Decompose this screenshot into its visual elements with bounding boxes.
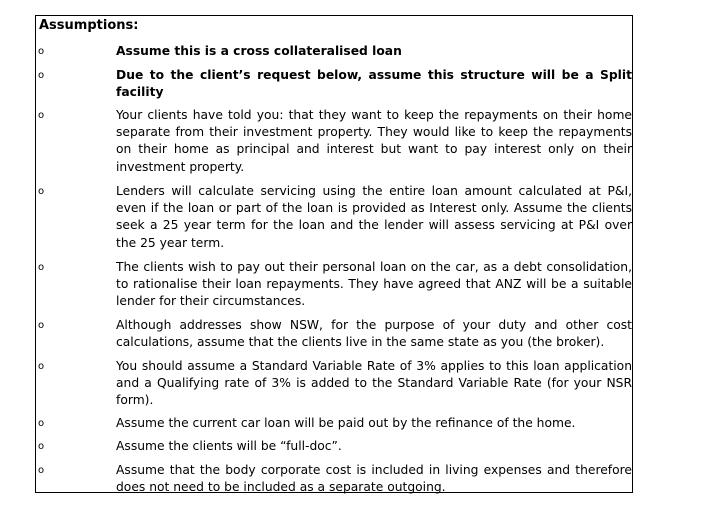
assumption-item: Assume this is a cross collateralised loan xyxy=(116,44,402,58)
assumptions-box xyxy=(35,15,633,493)
bullet-icon: o xyxy=(38,186,45,197)
assumption-item: Assume that the body corporate cost is included in living expenses and therefore does not need to be included as a separate outgoing. xyxy=(116,463,632,495)
bullet-icon: o xyxy=(38,262,45,273)
bullet-icon: o xyxy=(38,110,45,121)
bullet-icon: o xyxy=(38,46,45,57)
bullet-icon: o xyxy=(38,361,45,372)
assumption-item: You should assume a Standard Variable Rate of 3% applies to this loan application and a Qualifying rate of 3% is added to the Standard Variable Rate (for your NSR form). xyxy=(116,359,632,408)
bullet-icon: o xyxy=(38,441,45,452)
assumption-item: Lenders will calculate servicing using the entire loan amount calculated at P&I, even if the loan or part of the loan is provided as Interest only. Assume the clients seek a 25 year term for the loan and the lender will assess servicing at P&I over the 25 year term. xyxy=(116,184,632,250)
bullet-icon: o xyxy=(38,70,45,81)
assumption-item: Although addresses show NSW, for the purpose of your duty and other cost calculations, assume that the clients live in the same state as you (the broker). xyxy=(116,318,632,350)
assumption-item: Assume the clients will be “full-doc”. xyxy=(116,439,342,453)
assumption-item: The clients wish to pay out their personal loan on the car, as a debt consolidation, to rationalise their loan repayments. They have agreed that ANZ will be a suitable lender for their circumstances. xyxy=(116,260,632,309)
assumption-item: Due to the client’s request below, assume this structure will be a Split facility xyxy=(116,68,632,100)
assumption-item: Assume the current car loan will be paid out by the refinance of the home. xyxy=(116,416,576,430)
assumption-item: Your clients have told you: that they want to keep the repayments on their home separate from their investment property. They would like to keep the repayments on their home as principal and interest but want to pay interest only on their investment property. xyxy=(116,108,632,174)
bullet-icon: o xyxy=(38,418,45,429)
assumptions-heading: Assumptions: xyxy=(39,18,139,33)
bullet-icon: o xyxy=(38,320,45,331)
bullet-icon: o xyxy=(38,465,45,476)
